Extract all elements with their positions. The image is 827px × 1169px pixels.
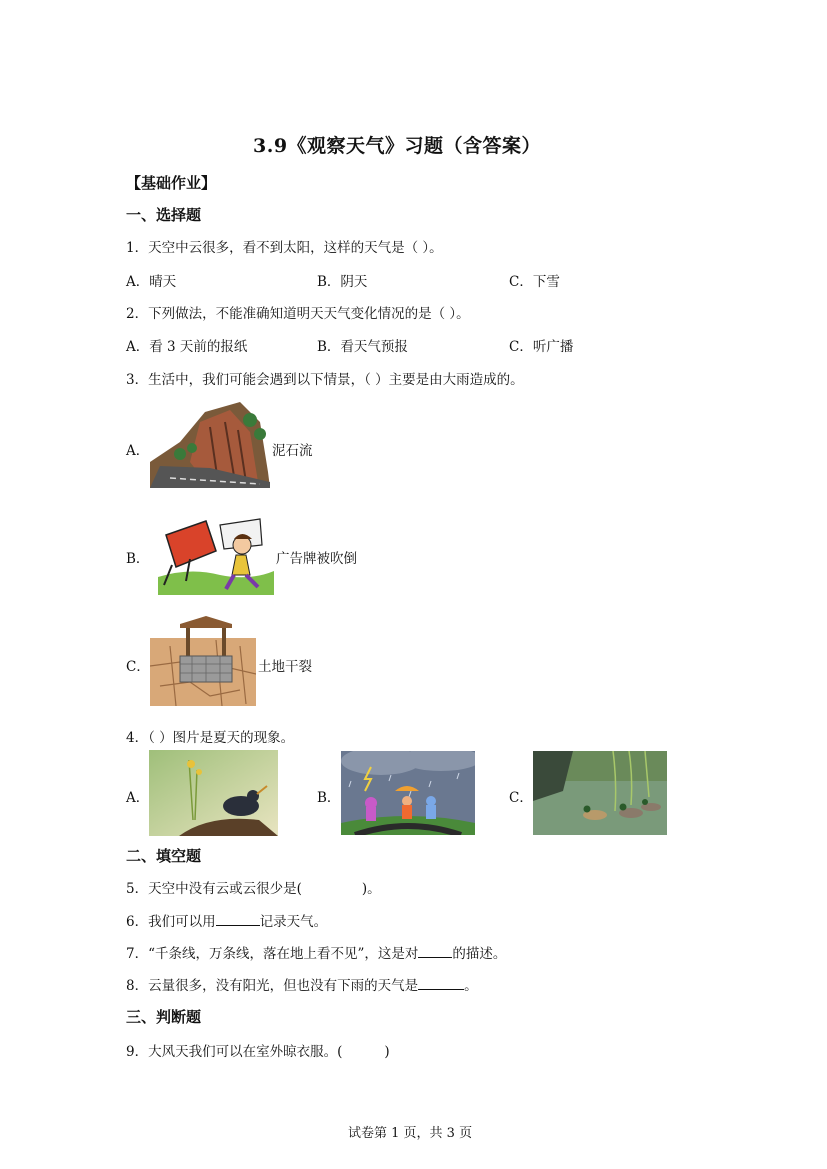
question-4: 4．（ ）图片是夏天的现象。: [126, 730, 295, 746]
rainstorm-children-image: [341, 751, 475, 835]
section-choice-heading: 一、选择题: [126, 206, 202, 224]
question-7: [126, 942, 506, 962]
question-9: [126, 1040, 390, 1060]
question-5: [126, 877, 381, 897]
dry-cracked-land-image: [150, 616, 256, 706]
q4-option-a-letter: A．: [126, 790, 150, 806]
q2-option-b: B．看天气预报: [317, 339, 408, 355]
q9-text-end: ): [384, 1044, 390, 1060]
q3-option-b-letter: B．: [126, 551, 150, 567]
q3-option-a-label: 泥石流: [272, 443, 313, 459]
q6-text-end: 记录天气。: [259, 914, 328, 930]
q9-text-start: 9．大风天我们可以在室外晾衣服。(: [126, 1044, 343, 1060]
q7-answer-blank[interactable]: [418, 944, 452, 958]
section-fill-heading: 二、填空题: [126, 847, 202, 865]
q5-text-end: )。: [361, 881, 381, 897]
ducks-pond-image: [533, 751, 667, 835]
q3-option-c-label: 土地干裂: [258, 659, 312, 675]
q5-text-start: 5．天空中没有云或云很少是(: [126, 881, 302, 897]
question-2: 2．下列做法，不能准确知道明天天气变化情况的是（ ）。: [126, 306, 470, 322]
page-title: 3.9《观察天气》习题（含答案）: [253, 135, 542, 157]
question-6: [126, 910, 327, 930]
question-1: 1．天空中云很多，看不到太阳，这样的天气是（ ）。: [126, 240, 443, 256]
section-basic-label: 【基础作业】: [126, 174, 217, 192]
q8-text-end: 。: [464, 978, 478, 994]
q7-text-end: 的描述。: [452, 946, 507, 962]
q3-option-c-letter: C．: [126, 659, 150, 675]
section-judge-heading: 三、判断题: [126, 1008, 202, 1026]
q2-option-c: C．听广播: [509, 339, 574, 355]
billboard-blown-image: [150, 515, 274, 595]
q1-option-b: B．阴天: [317, 274, 368, 290]
q3-option-a-letter: A．: [126, 443, 150, 459]
q4-option-c-letter: C．: [509, 790, 533, 806]
q3-option-b-label: 广告牌被吹倒: [276, 551, 357, 567]
question-8: [126, 974, 478, 994]
q2-option-a: A．看 3 天前的报纸: [126, 339, 248, 355]
page-footer: 试卷第 1 页，共 3 页: [348, 1126, 473, 1141]
q8-answer-blank[interactable]: [418, 976, 464, 990]
q4-option-b-letter: B．: [317, 790, 341, 806]
mudslide-image: [150, 402, 270, 488]
q6-answer-blank[interactable]: [216, 912, 260, 926]
question-3: 3．生活中，我们可能会遇到以下情景，（ ）主要是由大雨造成的。: [126, 372, 524, 388]
bird-nest-image: [149, 750, 278, 836]
q1-option-a: A．晴天: [126, 274, 177, 290]
q7-text-start: 7．“千条线，万条线，落在地上看不见”，这是对: [126, 946, 419, 962]
q8-text-start: 8．云量很多，没有阳光，但也没有下雨的天气是: [126, 978, 419, 994]
q6-text-start: 6．我们可以用: [126, 914, 216, 930]
q1-option-c: C．下雪: [509, 274, 560, 290]
